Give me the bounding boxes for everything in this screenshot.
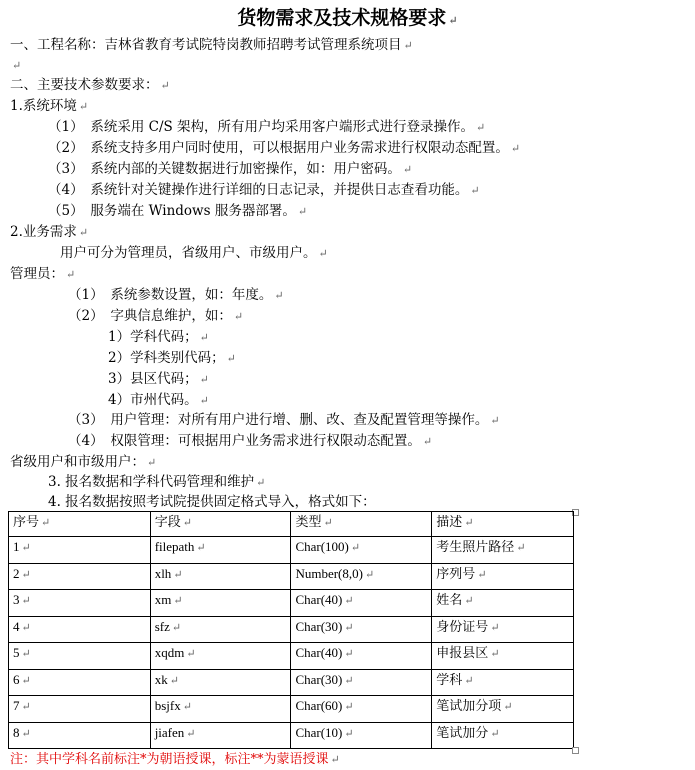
- cell-field: xk ↵: [150, 669, 291, 696]
- prov-item-4: 4. 报名数据按照考试院提供固定格式导入，格式如下：: [48, 494, 376, 510]
- biz-heading: 2.业务需求 ↵: [10, 224, 89, 240]
- header-cell-field: 字段 ↵: [150, 512, 291, 537]
- cell-desc: 笔试加分 ↵: [432, 722, 574, 749]
- sys-env-item-2: （2） 系统支持多用户同时使用，可以根据用户业务需求进行权限动态配置。 ↵: [48, 140, 521, 156]
- sys-env-item-1: （1） 系统采用 C/S 架构，所有用户均采用客户端形式进行登录操作。 ↵: [48, 119, 486, 135]
- table-end-marker: [572, 747, 579, 754]
- table-row: [9, 563, 574, 590]
- table-row: [9, 669, 574, 696]
- cell-type: Char(10) ↵: [291, 722, 432, 749]
- header-cell-desc: 描述 ↵: [432, 512, 574, 537]
- cell-index: 7 ↵: [9, 696, 151, 723]
- cell-field: xlh ↵: [150, 563, 291, 590]
- cell-desc: 序列号 ↵: [432, 563, 574, 590]
- cell-type: Char(40) ↵: [291, 590, 432, 617]
- admin-sub-3: 3）县区代码； ↵: [108, 371, 209, 387]
- table-row: [9, 643, 574, 670]
- cell-type: Char(60) ↵: [291, 696, 432, 723]
- prov-heading: 省级用户和市级用户： ↵: [10, 454, 157, 470]
- admin-item-3: （3） 用户管理：对所有用户进行增、删、改、查及配置管理等操作。 ↵: [68, 412, 500, 428]
- admin-item-1: （1） 系统参数设置，如：年度。 ↵: [68, 287, 284, 303]
- cell-type: Char(40) ↵: [291, 643, 432, 670]
- cell-desc: 身份证号 ↵: [432, 616, 574, 643]
- cell-field: xqdm ↵: [150, 643, 291, 670]
- cell-type: Number(8,0) ↵: [291, 563, 432, 590]
- cell-field: bsjfx ↵: [150, 696, 291, 723]
- admin-sub-2: 2）学科类别代码； ↵: [108, 350, 236, 366]
- cell-index: 5 ↵: [9, 643, 151, 670]
- table-row: [9, 616, 574, 643]
- cell-index: 8 ↵: [9, 722, 151, 749]
- cell-index: 4 ↵: [9, 616, 151, 643]
- cell-type: Char(100) ↵: [291, 537, 432, 564]
- cell-desc: 学科 ↵: [432, 669, 574, 696]
- cell-index: 2 ↵: [9, 563, 151, 590]
- cell-desc: 考生照片路径 ↵: [432, 537, 574, 564]
- sys-env-item-3: （3） 系统内部的关键数据进行加密操作，如：用户密码。 ↵: [48, 161, 413, 177]
- cell-field: sfz ↵: [150, 616, 291, 643]
- cell-field: filepath ↵: [150, 537, 291, 564]
- sys-env-item-5: （5） 服务端在 Windows 服务器部署。 ↵: [48, 203, 308, 219]
- table-row: [9, 590, 574, 617]
- cell-type: Char(30) ↵: [291, 669, 432, 696]
- cell-index: 3 ↵: [9, 590, 151, 617]
- table-row: [9, 722, 574, 749]
- sys-env-heading: 1.系统环境 ↵: [10, 98, 89, 114]
- cell-field: xm ↵: [150, 590, 291, 617]
- cell-field: jiafen ↵: [150, 722, 291, 749]
- cell-desc: 申报县区 ↵: [432, 643, 574, 670]
- admin-item-2: （2） 字典信息维护，如： ↵: [68, 308, 244, 324]
- cell-index: 6 ↵: [9, 669, 151, 696]
- admin-sub-1: 1）学科代码； ↵: [108, 329, 209, 345]
- cell-desc: 笔试加分项 ↵: [432, 696, 574, 723]
- cell-type: Char(30) ↵: [291, 616, 432, 643]
- sys-env-item-4: （4） 系统针对关键操作进行详细的日志记录，并提供日志查看功能。 ↵: [48, 182, 480, 198]
- admin-sub-4: 4）市州代码。 ↵: [108, 392, 209, 408]
- table-row: [9, 696, 574, 723]
- blank-line: ↵: [12, 59, 22, 72]
- table-row: [9, 537, 574, 564]
- import-format-table: [8, 511, 574, 749]
- project-name-line: 一、工程名称：吉林省教育考试院特岗教师招聘考试管理系统项目 ↵: [10, 37, 413, 53]
- table-header-row: [9, 512, 574, 537]
- document-title: 货物需求及技术规格要求 ↵: [237, 7, 458, 29]
- cell-index: 1 ↵: [9, 537, 151, 564]
- section2-heading: 二、主要技术参数要求： ↵: [10, 77, 170, 93]
- admin-item-4: （4） 权限管理：可根据用户业务需求进行权限动态配置。 ↵: [68, 433, 433, 449]
- table-note: 注：其中学科名前标注*为朝语授课，标注**为蒙语授课 ↵: [10, 752, 340, 767]
- cell-desc: 姓名 ↵: [432, 590, 574, 617]
- header-cell-index: 序号 ↵: [9, 512, 151, 537]
- prov-item-3: 3. 报名数据和学科代码管理和维护 ↵: [48, 474, 266, 490]
- admin-heading: 管理员： ↵: [10, 266, 76, 282]
- header-cell-type: 类型 ↵: [291, 512, 432, 537]
- biz-intro: 用户可分为管理员，省级用户、市级用户。 ↵: [60, 245, 328, 261]
